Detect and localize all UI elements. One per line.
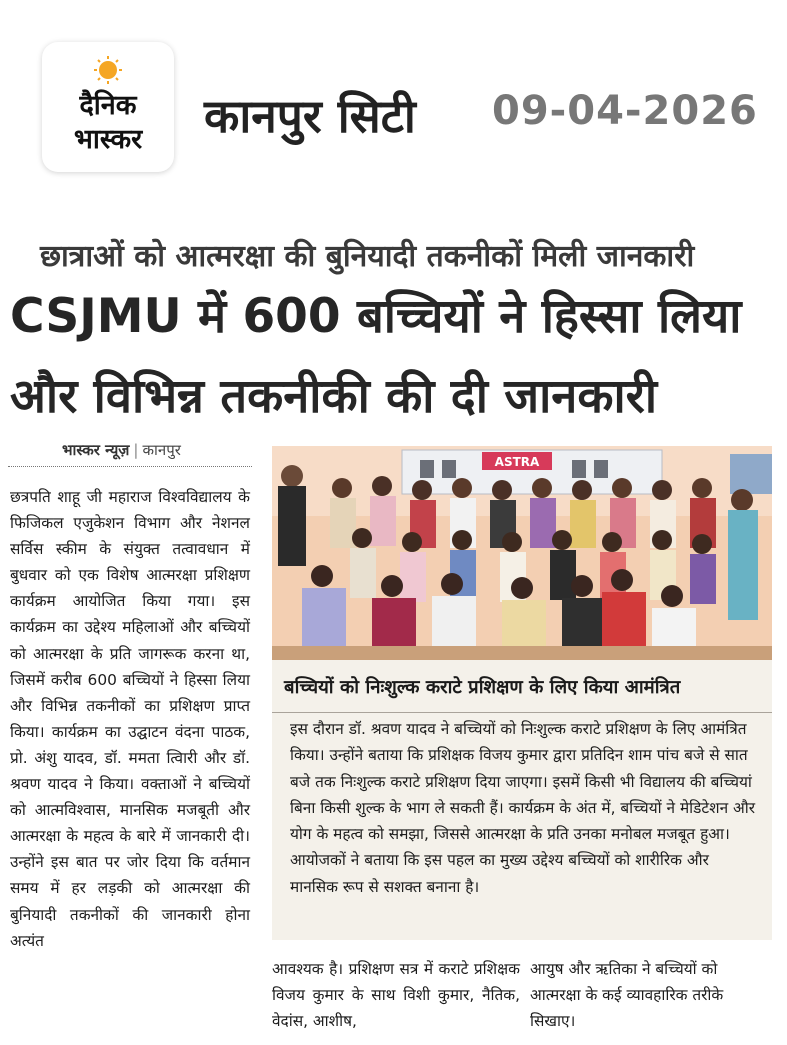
group-photo [272,446,772,660]
logo-line-1: दैनिक [79,90,137,121]
byline-city: कानपुर [142,441,181,459]
headline-line-1: CSJMU में 600 बच्चियों ने हिस्सा लिया [10,289,742,344]
photo-banner-text: ASTRA [494,455,540,469]
article-body-left: छत्रपति शाहू जी महाराज विश्वविद्यालय के फिजिकल एजुकेशन विभाग और नेशनल सर्विस स्कीम के संयुक्त तत्वावधान में बुधवार को एक विशेष आत्मरक्षा प्रशिक्षण कार्यक्रम आयोजित किया गया। इस कार्यक्रम का उद्देश्य महिलाओं और बच्चियों को आत्मरक्षा के प्रति जागरूक करना था, जिसमें करीब 600 बच्चियों ने हिस्सा लिया और विभिन्न तकनीकों का प्रशिक्षण प्राप्त किया। कार्यक्रम का उद्घाटन वंदना पाठक, प्रो. अंशु यादव, डॉ. ममता त्विारी और डॉ. श्रवण यादव ने किया। वक्ताओं ने बच्चियों को आत्मविश्वास, मानसिक मजबूती और आत्मरक्षा के महत्व के बारे में जानकारी दी। उन्होंने इस बात पर जोर दिया कि वर्तमान समय में हर लड़की को आत्मरक्षा की बुनियादी तकनीकों की जानकारी होना अत्यंत [10,488,250,950]
edition-date: 09-04-2026 [492,88,758,134]
headline-line-2: और विभिन्न तकनीकी की दी जानकारी [10,369,658,424]
dainik-bhaskar-logo [42,42,174,172]
sidebar-box-divider [272,712,772,713]
article-body-bottom-2: आयुष और ऋतिका ने बच्चियों को आत्मरक्षा के कई व्यावहारिक तरीके सिखाए। [530,960,724,1031]
byline [62,440,181,460]
sidebar-box-body: इस दौरान डॉ. श्रवण यादव ने बच्चियों को निःशुल्क कराटे प्रशिक्षण के लिए आमंत्रित किया। उन्होंने बताया कि प्रशिक्षक विजय कुमार द्वारा प्रतिदिन शाम पांच बजे से सात बजे तक निःशुल्क कराटे प्रशिक्षण दिया जाएगा। इसमें किसी भी विद्यालय की बच्चियां बिना किसी शुल्क के भाग ले सकती हैं। कार्यक्रम के अंत में, बच्चियों ने मेडिटेशन और योग के महत्व को समझा, जिससे आत्मरक्षा के प्रति उनका मनोबल मजबूत हुआ। आयोजकों ने बताया कि इस पहल का मुख्य उद्देश्य बच्चियों को शारीरिक और मानसिक रूप से सशक्त बनाना है। [290,720,756,896]
kicker-headline: छात्राओं को आत्मरक्षा की बुनियादी तकनीकों मिली जानकारी [40,239,695,274]
logo-line-2: भास्कर [73,124,143,155]
byline-divider [8,466,252,467]
byline-source: भास्कर न्यूज़ [62,441,130,459]
sidebar-box-heading: बच्चियों को निःशुल्क कराटे प्रशिक्षण के लिए किया आमंत्रित [284,677,681,698]
sidebar-box [272,660,772,940]
group-photo-illustration [272,446,772,660]
edition-city: कानपुर सिटी [204,89,416,143]
article-body-bottom-1: आवश्यक है। प्रशिक्षण सत्र में कराटे प्रशिक्षक विजय कुमार के साथ विशी कुमार, नैतिक, वेदांस, आशीष, [272,960,520,1031]
byline-separator: | [133,441,139,459]
sun-icon [94,56,122,84]
